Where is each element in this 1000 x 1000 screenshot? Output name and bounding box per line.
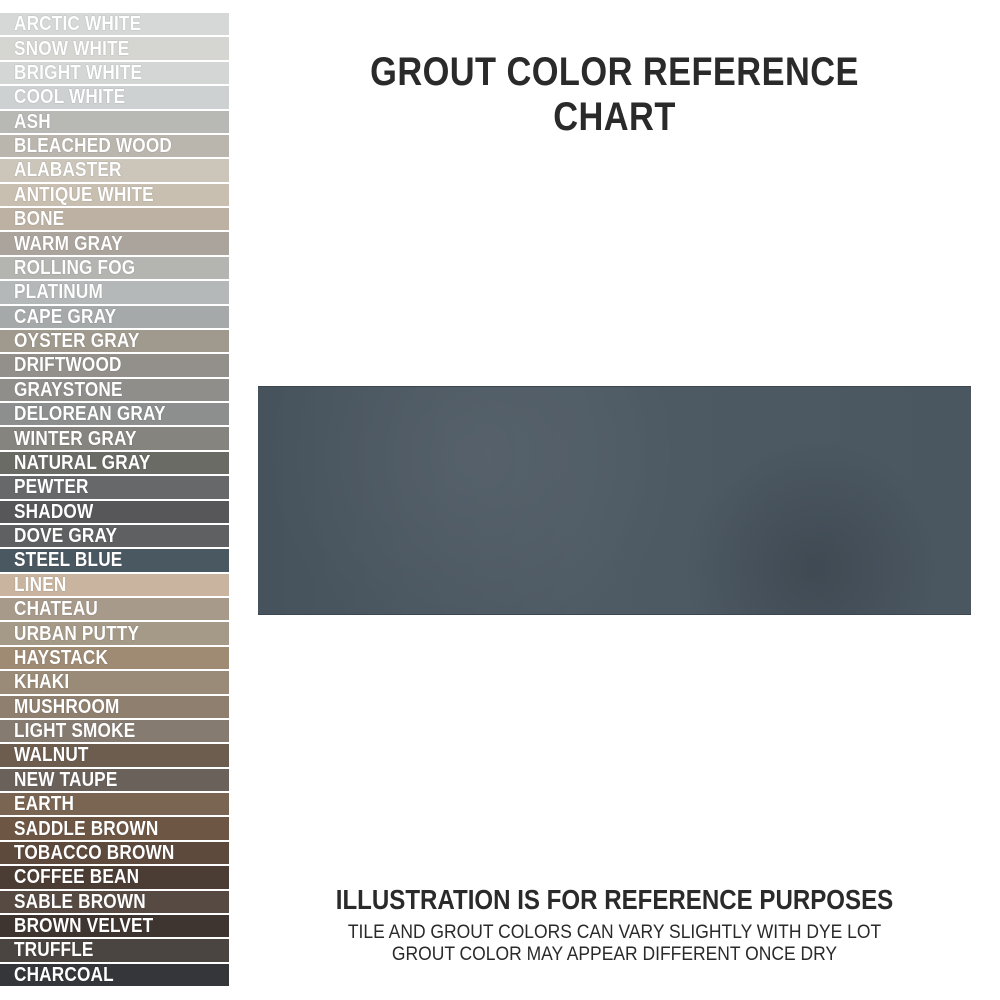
swatch-label: LIGHT SMOKE <box>14 720 136 743</box>
swatch-label: CAPE GRAY <box>14 305 117 328</box>
swatch-label: WALNUT <box>14 744 89 767</box>
swatch-arctic-white[interactable] <box>0 13 229 35</box>
swatch-antique-white[interactable] <box>0 184 229 206</box>
swatch-natural-gray[interactable] <box>0 452 229 474</box>
chart-title: GROUT COLOR REFERENCE CHART <box>370 50 859 139</box>
swatch-label: PLATINUM <box>14 281 103 304</box>
swatch-alabaster[interactable] <box>0 159 229 181</box>
swatch-label: PEWTER <box>14 476 89 499</box>
swatch-tobacco-brown[interactable] <box>0 842 229 864</box>
swatch-new-taupe[interactable] <box>0 769 229 791</box>
swatch-earth[interactable] <box>0 793 229 815</box>
swatch-label: STEEL BLUE <box>14 549 123 572</box>
swatch-pewter[interactable] <box>0 476 229 498</box>
swatch-label: KHAKI <box>14 671 70 694</box>
swatch-label: COOL WHITE <box>14 86 126 109</box>
swatch-label: NEW TAUPE <box>14 768 118 791</box>
swatch-delorean-gray[interactable] <box>0 403 229 425</box>
swatch-label: CHARCOAL <box>14 963 114 986</box>
swatch-mushroom[interactable] <box>0 696 229 718</box>
swatch-label: OYSTER GRAY <box>14 330 140 353</box>
swatch-winter-gray[interactable] <box>0 427 229 449</box>
swatch-label: LINEN <box>14 573 67 596</box>
swatch-label: DOVE GRAY <box>14 525 118 548</box>
swatch-truffle[interactable] <box>0 939 229 961</box>
swatch-label: TOBACCO BROWN <box>14 841 175 864</box>
swatch-label: SADDLE BROWN <box>14 817 159 840</box>
swatch-label: CHATEAU <box>14 598 99 621</box>
tile-color-preview <box>258 386 971 615</box>
swatch-label: DELOREAN GRAY <box>14 403 166 426</box>
swatch-platinum[interactable] <box>0 281 229 303</box>
swatch-cool-white[interactable] <box>0 86 229 108</box>
swatch-label: GRAYSTONE <box>14 378 123 401</box>
swatch-bone[interactable] <box>0 208 229 230</box>
swatch-graystone[interactable] <box>0 379 229 401</box>
swatch-label: SABLE BROWN <box>14 890 146 913</box>
swatch-walnut[interactable] <box>0 744 229 766</box>
swatch-label: ARCTIC WHITE <box>14 13 142 36</box>
swatch-rolling-fog[interactable] <box>0 257 229 279</box>
swatch-steel-blue[interactable] <box>0 549 229 571</box>
swatch-label: NATURAL GRAY <box>14 451 151 474</box>
swatch-bright-white[interactable] <box>0 62 229 84</box>
swatch-label: ROLLING FOG <box>14 256 136 279</box>
swatch-charcoal[interactable] <box>0 964 229 986</box>
swatch-label: WINTER GRAY <box>14 427 137 450</box>
swatch-label: HAYSTACK <box>14 646 109 669</box>
swatch-label: COFFEE BEAN <box>14 866 140 889</box>
disclaimer <box>258 884 971 966</box>
swatch-label: ASH <box>14 110 51 133</box>
swatch-label: URBAN PUTTY <box>14 622 140 645</box>
swatch-label: SNOW WHITE <box>14 37 130 60</box>
dye-lot-note: TILE AND GROUT COLORS CAN VARY SLIGHTLY WITH DYE LOT <box>347 922 882 943</box>
swatch-label: ANTIQUE WHITE <box>14 183 154 206</box>
swatch-cape-gray[interactable] <box>0 306 229 328</box>
swatch-dove-gray[interactable] <box>0 525 229 547</box>
dry-color-note: GROUT COLOR MAY APPEAR DIFFERENT ONCE DRY <box>391 943 838 965</box>
disclaimer-heading: ILLUSTRATION IS FOR REFERENCE PURPOSES <box>335 884 894 915</box>
swatch-sable-brown[interactable] <box>0 891 229 913</box>
swatch-label: BLEACHED WOOD <box>14 135 172 158</box>
swatch-label: MUSHROOM <box>14 695 120 718</box>
swatch-warm-gray[interactable] <box>0 232 229 254</box>
swatch-label: WARM GRAY <box>14 232 123 255</box>
swatch-ash[interactable] <box>0 111 229 133</box>
swatch-label: BRIGHT WHITE <box>14 61 143 84</box>
swatch-label: BROWN VELVET <box>14 915 154 938</box>
swatch-label: DRIFTWOOD <box>14 354 122 377</box>
grout-color-swatch-list <box>0 13 229 986</box>
swatch-haystack[interactable] <box>0 647 229 669</box>
swatch-label: ALABASTER <box>14 159 122 182</box>
swatch-label: SHADOW <box>14 500 94 523</box>
swatch-urban-putty[interactable] <box>0 622 229 644</box>
swatch-driftwood[interactable] <box>0 354 229 376</box>
swatch-light-smoke[interactable] <box>0 720 229 742</box>
swatch-linen[interactable] <box>0 574 229 596</box>
swatch-oyster-gray[interactable] <box>0 330 229 352</box>
swatch-coffee-bean[interactable] <box>0 866 229 888</box>
swatch-khaki[interactable] <box>0 671 229 693</box>
swatch-label: EARTH <box>14 793 75 816</box>
swatch-label: BONE <box>14 208 65 231</box>
swatch-chateau[interactable] <box>0 598 229 620</box>
swatch-shadow[interactable] <box>0 501 229 523</box>
swatch-label: TRUFFLE <box>14 939 94 962</box>
swatch-bleached-wood[interactable] <box>0 135 229 157</box>
swatch-snow-white[interactable] <box>0 37 229 59</box>
swatch-saddle-brown[interactable] <box>0 817 229 839</box>
swatch-brown-velvet[interactable] <box>0 915 229 937</box>
